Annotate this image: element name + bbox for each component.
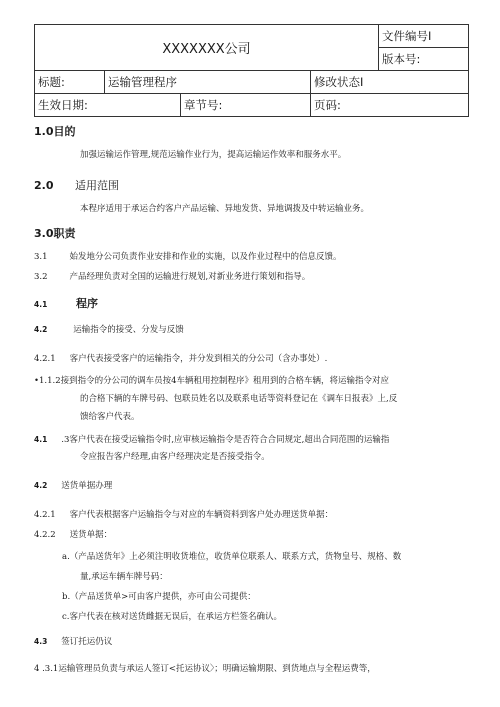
section-1-heading xyxy=(34,126,76,137)
item-3-2 xyxy=(34,272,310,283)
sub-item-b: b.（产品送货单>可由客户提供，亦可由公司提供： xyxy=(62,592,256,602)
effective-date-label: 生效日期: xyxy=(35,94,181,117)
item-number: 4.2 xyxy=(34,481,48,490)
sub-item-a-line-1: a.（产品送货年》上必须注明收货堆位，收货单位联系人、联系方式，货物皇号、规格、数 xyxy=(62,552,402,562)
item-1-1-2-line-2: 的合格下辆的车牌号码、包联员姓名以及联系电话等资料登记在《调车日报表》上,反 xyxy=(80,394,398,404)
section-title: 目的 xyxy=(53,125,76,138)
item-4-2-2-b xyxy=(34,530,112,541)
item-text: .3客户代表在接受运输指令时,应审核运输指令是否符合合同规定,超出合同范围的运输指 xyxy=(61,435,390,445)
company-name: XXXXXXX公司 xyxy=(35,25,379,71)
section-number: 2.0 xyxy=(34,179,54,192)
title-label: 标题: xyxy=(35,71,105,94)
chapter-label: 章节号: xyxy=(181,94,311,117)
version-label: 版本号: xyxy=(379,48,469,71)
item-4-3 xyxy=(34,636,112,648)
item-3-1 xyxy=(34,252,342,263)
document-header-table xyxy=(34,24,469,117)
item-1-1-2-line-1: •1.1.2接到指令的分公司的调车员按4车辆租用控制程序》租用到的合格车辆，将运输指令对应 xyxy=(34,376,390,386)
section-2-text: 本程序适用于承运合约客户产品运输、异地发货、异地调拨及中转运输业务。 xyxy=(80,204,370,214)
section-number: 3.0 xyxy=(34,227,54,240)
sub-item-c: c.客户代表在核对送货雌据无误后，在承运方栏签名确认。 xyxy=(62,612,282,622)
section-number: 4.1 xyxy=(34,300,48,309)
sub-item-a-line-2: 量,承运车辆车牌号码： xyxy=(80,572,168,582)
item-number: 4.2.2 xyxy=(34,530,56,540)
item-text: 签订托运仍议 xyxy=(61,637,113,647)
section-4-heading xyxy=(34,298,98,311)
item-text: 客户代表接受客户的运输指令，并分发到相关的分公司（含办事处）. xyxy=(69,354,328,364)
section-title: 职责 xyxy=(53,227,76,240)
item-4-2-1-b xyxy=(34,510,333,521)
section-number: 1.0 xyxy=(34,125,54,138)
page-label: 页码: xyxy=(311,94,469,117)
section-title: 适用范围 xyxy=(75,179,119,192)
item-4-1-3-line-2: 令应报告客户经理,由客户经理决定是否接受指令。 xyxy=(80,452,270,462)
item-text: 始发地分公司负责作业安排和作业的实施，以及作业过程中的信息反馈。 xyxy=(69,252,342,262)
file-no-label: 文件编号I xyxy=(379,25,469,48)
item-4-1-3-line-1 xyxy=(34,434,389,446)
item-number: 4.1 xyxy=(34,435,48,444)
revision-label: 修改状态I xyxy=(311,71,469,94)
section-1-text: 加强运输运作管理,规范运输作业行为，提高运输运作效率和服务水平。 xyxy=(80,150,347,160)
item-4-3-1: 4 .3.1运输管理员负责与承运人签订<托运协议〉；明确运输期限、到货地点与全程运费等， xyxy=(34,664,376,674)
item-4-2-b xyxy=(34,480,112,492)
section-title: 程序 xyxy=(76,297,98,310)
item-number: 3.2 xyxy=(34,272,48,282)
item-text: 送货单据： xyxy=(69,530,113,540)
item-number: 4.3 xyxy=(34,637,48,646)
item-number: 4.2.1 xyxy=(34,354,56,364)
section-2-heading xyxy=(34,180,119,191)
item-text: 运输指令的接受、分发与反馈 xyxy=(73,325,184,335)
item-number: 4.2.1 xyxy=(34,510,56,520)
item-number: 4.2 xyxy=(34,325,48,334)
item-text: 送货单据办理 xyxy=(61,481,113,491)
item-1-1-2-line-3: 馈给客户代表。 xyxy=(80,412,140,422)
item-4-2-1 xyxy=(34,354,327,365)
item-text: 客户代表根据客户运输指令与对应的车辆资料到客户处办理送货单据： xyxy=(69,510,334,520)
item-4-2 xyxy=(34,324,184,336)
section-3-heading xyxy=(34,228,76,239)
title-value: 运输管理程序 xyxy=(105,71,311,94)
item-number: 3.1 xyxy=(34,252,48,262)
item-text: 产品经理负责对全国的运输进行规划,对新业务进行策划和指导。 xyxy=(69,272,311,282)
